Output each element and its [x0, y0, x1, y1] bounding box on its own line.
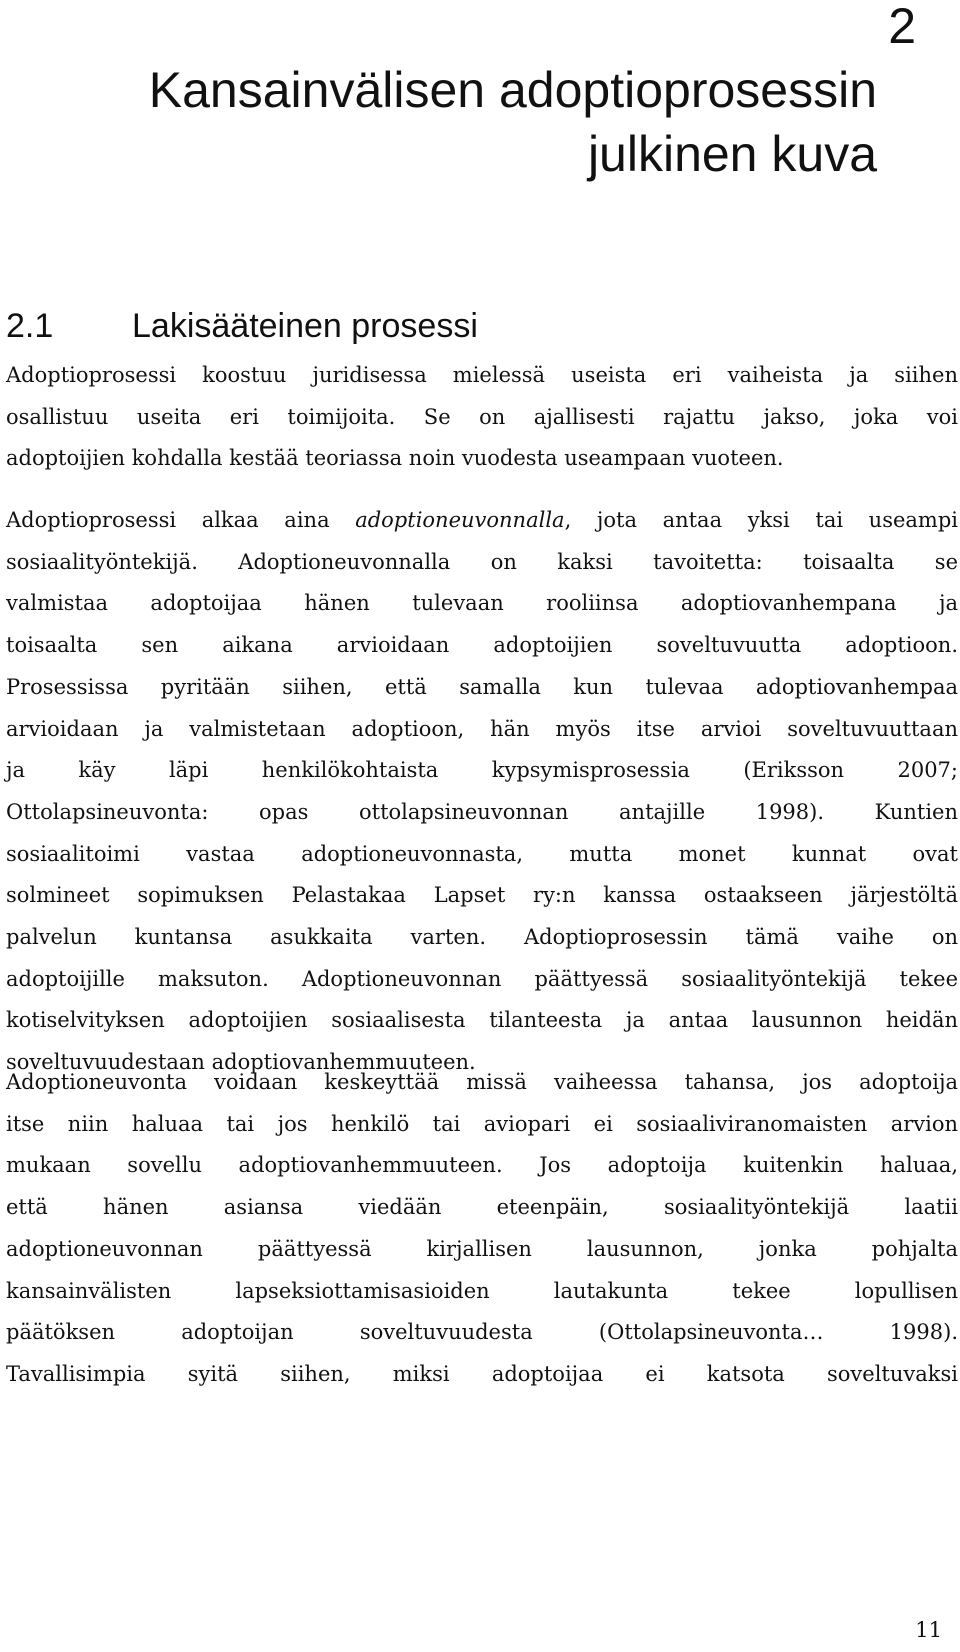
- text-run: , jota antaa yksi tai useampi: [564, 508, 958, 532]
- chapter-title: [149, 58, 877, 186]
- text-line: soveltuvuudestaan adoptiovanhemmuuteen.: [6, 1050, 476, 1075]
- text-line: kansainvälisten lapseksiottamisasioiden lautakunta tekee lopullisen: [6, 1278, 958, 1303]
- paragraph: [6, 500, 958, 1084]
- text-line: sosiaalityöntekijä. Adoptioneuvonnalla on kaksi tavoitetta: toisaalta se: [6, 549, 958, 574]
- text-line: Tavallisimpia syitä siihen, miksi adoptoijaa ei katsota soveltuvaksi: [6, 1361, 958, 1386]
- text-line: mukaan sovellu adoptiovanhemmuuteen. Jos adoptoija kuitenkin haluaa,: [6, 1153, 958, 1178]
- text-line: adoptioneuvonnan päättyessä kirjallisen lausunnon, jonka pohjalta: [6, 1236, 958, 1261]
- text-line: kotiselvityksen adoptoijien sosiaalisesta tilanteesta ja antaa lausunnon heidän: [6, 1008, 958, 1033]
- section-heading: [6, 304, 478, 348]
- text-line: Ottolapsineuvonta: opas ottolapsineuvonnan antajille 1998). Kuntien: [6, 799, 958, 824]
- text-line: Prosessissa pyritään siihen, että samalla kun tulevaa adoptiovanhempaa: [6, 674, 958, 699]
- section-title: Lakisääteinen prosessi: [132, 307, 478, 345]
- chapter-title-line: julkinen kuva: [587, 126, 877, 182]
- text-line: valmistaa adoptoijaa hänen tulevaan rooliinsa adoptiovanhempana ja: [6, 591, 958, 616]
- text-line: [6, 500, 958, 542]
- text-line: adoptoijille maksuton. Adoptioneuvonnan päättyessä sosiaalityöntekijä tekee: [6, 966, 958, 991]
- paragraph: [6, 1062, 958, 1396]
- paragraph: [6, 355, 958, 480]
- text-line: Adoptioneuvonta voidaan keskeyttää missä vaiheessa tahansa, jos adoptoija: [6, 1070, 958, 1094]
- text-line: itse niin haluaa tai jos henkilö tai aviopari ei sosiaaliviranomaisten arvion: [6, 1111, 958, 1136]
- section-number: 2.1: [6, 307, 54, 345]
- chapter-number: 2: [888, 0, 916, 54]
- text-line: palvelun kuntansa asukkaita varten. Adoptioprosessin tämä vaihe on: [6, 925, 958, 950]
- text-line: toisaalta sen aikana arvioidaan adoptoijien soveltuvuutta adoptioon.: [6, 633, 958, 658]
- text-run: Adoptioprosessi alkaa aina: [6, 508, 356, 532]
- text-line: osallistuu useita eri toimijoita. Se on ajallisesti rajattu jakso, joka voi: [6, 404, 958, 429]
- text-line: Adoptioprosessi koostuu juridisessa mielessä useista eri vaiheista ja siihen: [6, 363, 958, 387]
- chapter-title-line: Kansainvälisen adoptioprosessin: [148, 62, 877, 118]
- text-line: että hänen asiansa viedään eteenpäin, sosiaalityöntekijä laatii: [6, 1195, 958, 1220]
- text-line: sosiaalitoimi vastaa adoptioneuvonnasta, mutta monet kunnat ovat: [6, 841, 958, 866]
- text-line: adoptoijien kohdalla kestää teoriassa noin vuodesta useampaan vuoteen.: [6, 446, 784, 471]
- emphasized-term: adoptioneuvonnalla: [355, 508, 565, 532]
- page-number: 11: [915, 1618, 942, 1642]
- text-line: arvioidaan ja valmistetaan adoptioon, hän myös itse arvioi soveltuvuuttaan: [6, 716, 958, 741]
- text-line: solmineet sopimuksen Pelastakaa Lapset ry:n kanssa ostaakseen järjestöltä: [6, 883, 958, 908]
- text-line: ja käy läpi henkilökohtaista kypsymisprosessia (Eriksson 2007;: [6, 758, 958, 783]
- text-line: päätöksen adoptoijan soveltuvuudesta (Ottolapsineuvonta… 1998).: [6, 1320, 958, 1345]
